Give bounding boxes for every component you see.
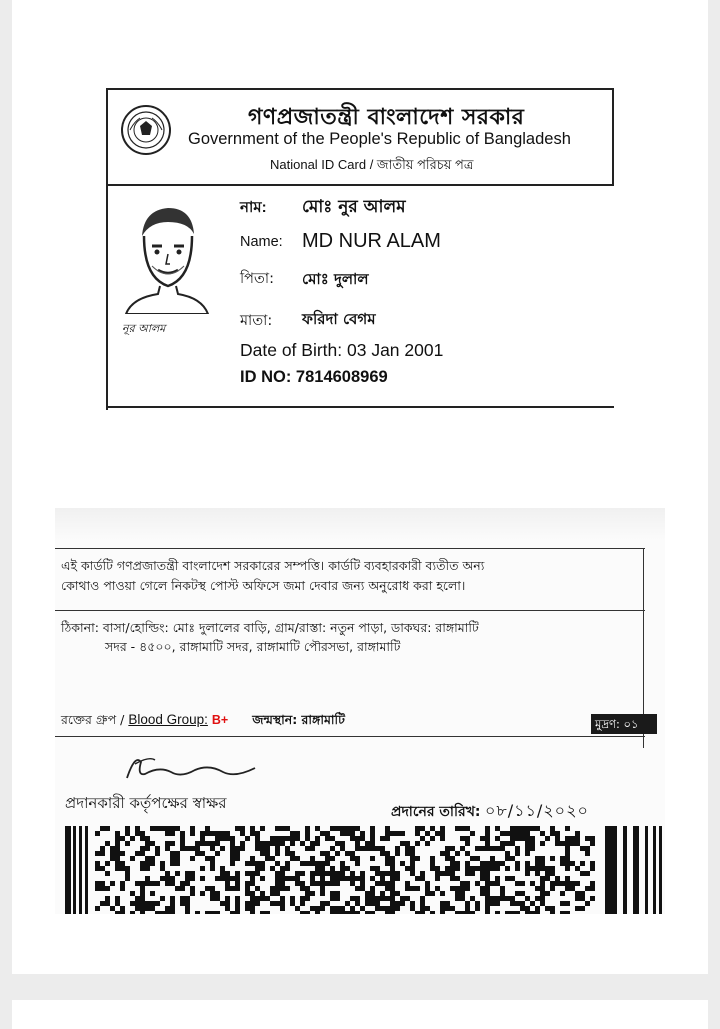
issue-date-value: ০৮/১১/২০২০ xyxy=(484,801,589,820)
issuing-authority-label: প্রদানকারী কর্তৃপক্ষের স্বাক্ষর xyxy=(65,794,227,812)
mother-label: মাতা: xyxy=(240,313,273,329)
blood-group-divider xyxy=(55,736,645,737)
ownership-notice xyxy=(61,556,645,596)
id-number: ID NO: 7814608969 xyxy=(240,368,388,386)
notice-divider xyxy=(55,610,645,611)
print-count-badge: মুদ্রণ: ০১ xyxy=(591,714,657,734)
next-page-edge xyxy=(12,1000,708,1029)
name-en-label: Name: xyxy=(240,234,283,250)
header-divider xyxy=(108,184,614,186)
nid-card-front xyxy=(106,88,614,410)
father-value: মোঃ দুলাল xyxy=(302,270,369,288)
name-bn-label: নাম: xyxy=(240,199,267,216)
name-en-value: MD NUR ALAM xyxy=(302,230,441,252)
card-right-border xyxy=(612,88,614,184)
holder-photo xyxy=(122,202,212,314)
blood-group-en-label: Blood Group: xyxy=(128,712,208,727)
header-english: Government of the People's Republic of Bangladesh xyxy=(188,130,571,148)
name-bn-value: মোঃ নুর আলম xyxy=(302,197,406,217)
address-block xyxy=(61,618,645,656)
scan-shadow xyxy=(55,508,665,540)
mother-value: ফরিদা বেগম xyxy=(302,310,376,328)
authority-signature-image xyxy=(115,748,275,788)
blood-group-row xyxy=(61,712,345,732)
birthplace: জন্মস্থান: রাঙ্গামাটি xyxy=(252,712,345,727)
nid-card-back xyxy=(55,508,665,914)
government-seal-icon xyxy=(120,104,172,156)
header-bengali: গণপ্রজাতন্ত্রী বাংলাদেশ সরকার xyxy=(248,105,525,130)
blood-group-value: B+ xyxy=(211,713,229,727)
father-label: পিতা: xyxy=(240,271,274,287)
issue-date xyxy=(391,798,589,825)
issue-date-label: প্রদানের তারিখ: xyxy=(391,804,481,820)
address-line-1: ঠিকানা: বাসা/হোল্ডিং: মোঃ দুলালের বাড়ি, গ্রাম/রাস্তা: নতুন পাড়া, ডাকঘর: রাঙ্গামাটি xyxy=(61,620,479,635)
date-of-birth: Date of Birth: 03 Jan 2001 xyxy=(240,340,444,360)
back-top-border xyxy=(55,548,645,549)
card-bottom-border xyxy=(108,406,614,408)
holder-signature: নূর আলম xyxy=(122,322,166,335)
blood-group-bn-label: রক্তের গ্রুপ / xyxy=(61,712,125,727)
notice-line-1: এই কার্ডটি গণপ্রজাতন্ত্রী বাংলাদেশ সরকারের সম্পত্তি। কার্ডটি ব্যবহারকারী ব্যতীত অন্য xyxy=(61,558,485,573)
pdf417-barcode xyxy=(65,826,665,914)
card-type-subtitle: National ID Card / জাতীয় পরিচয় পত্র xyxy=(270,157,474,172)
address-line-2: সদর - ৪৫০০, রাঙ্গামাটি সদর, রাঙ্গামাটি পৌরসভা, রাঙ্গামাটি xyxy=(105,639,401,654)
card-top-border xyxy=(108,88,614,90)
notice-line-2: কোথাও পাওয়া গেলে নিকটস্থ পোস্ট অফিসে জমা দেবার জন্য অনুরোধ করা হলো। xyxy=(61,578,466,593)
